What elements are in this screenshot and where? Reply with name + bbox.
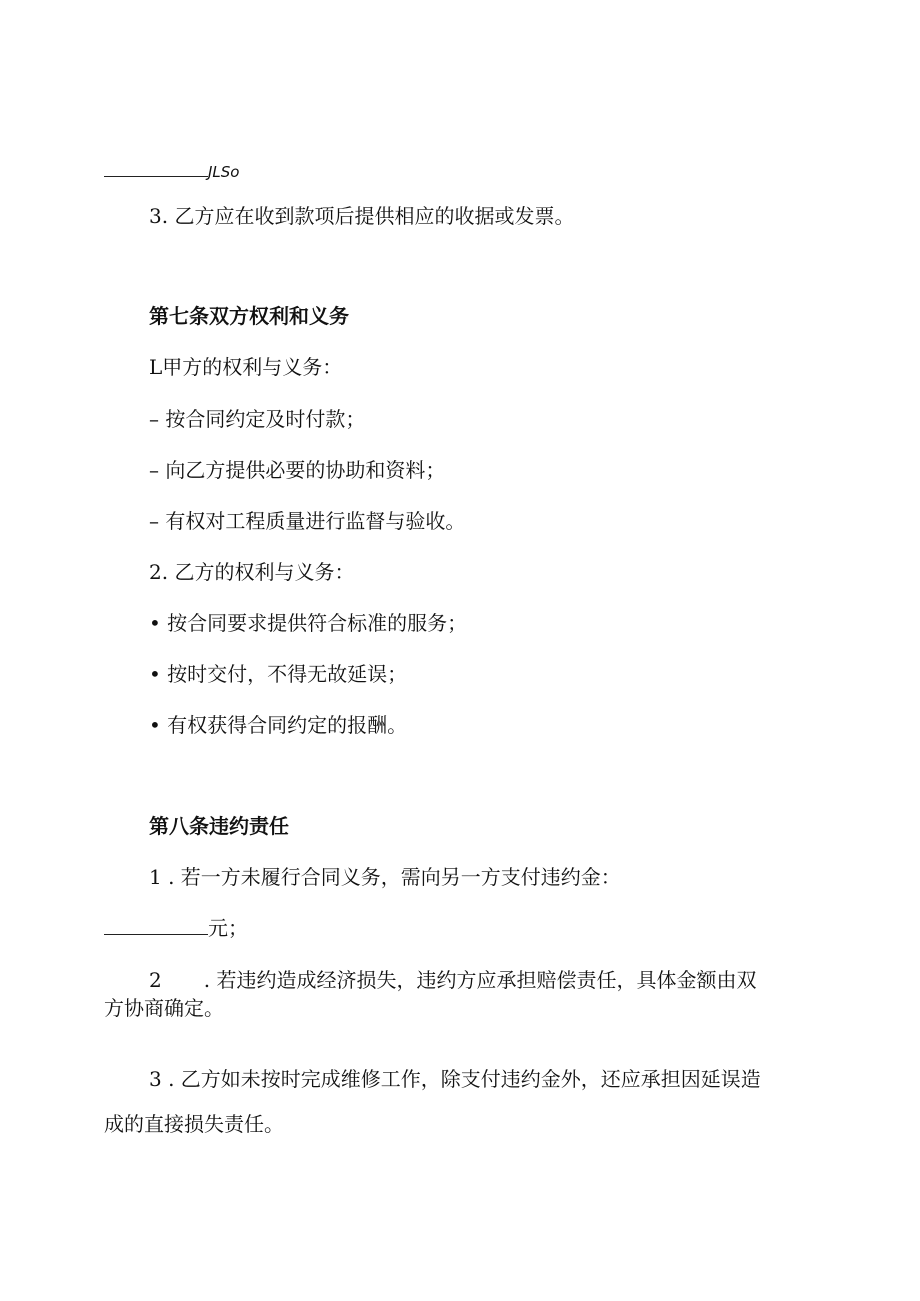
blank-amount-line-1: [104, 156, 239, 186]
breach-item-2-number: 2: [149, 968, 162, 992]
party-b-item: • 有权获得合同约定的报酬。: [149, 713, 408, 737]
currency-unit: 元；: [208, 916, 248, 940]
party-a-heading: L甲方的权利与义务：: [149, 355, 343, 379]
breach-item-3-line-1: 3 . 乙方如未按时完成维修工作，除支付违约金外，还应承担因延误造: [149, 1067, 761, 1091]
section-seven-title: 第七条双方权利和义务: [149, 304, 349, 328]
payment-item-3: 3. 乙方应在收到款项后提供相应的收据或发票。: [149, 204, 575, 228]
ocr-fragment: JLSo: [208, 163, 240, 181]
breach-item-2-text: . 若违约造成经济损失，违约方应承担赔偿责任，具体金额由双: [203, 968, 757, 992]
party-b-heading: 2. 乙方的权利与义务：: [149, 560, 355, 584]
party-a-item: – 向乙方提供必要的协助和资料；: [149, 458, 446, 482]
breach-item-3-line-2: 成的直接损失责任。: [104, 1112, 284, 1136]
blank-amount-line-2: [104, 914, 248, 942]
blank-underline: [104, 918, 208, 935]
breach-item-2-line-2: 方协商确定。: [104, 996, 224, 1020]
breach-item-2-line-1: [149, 966, 756, 994]
party-a-item: – 有权对工程质量进行监督与验收。: [149, 509, 466, 533]
party-b-item: • 按合同要求提供符合标准的服务；: [149, 611, 468, 635]
party-a-item: – 按合同约定及时付款；: [149, 407, 366, 431]
blank-underline: [104, 160, 208, 177]
party-b-item: • 按时交付，不得无故延误；: [149, 662, 408, 686]
breach-item-1: 1 . 若一方未履行合同义务，需向另一方支付违约金：: [149, 865, 621, 889]
section-eight-title: 第八条违约责任: [149, 814, 289, 838]
